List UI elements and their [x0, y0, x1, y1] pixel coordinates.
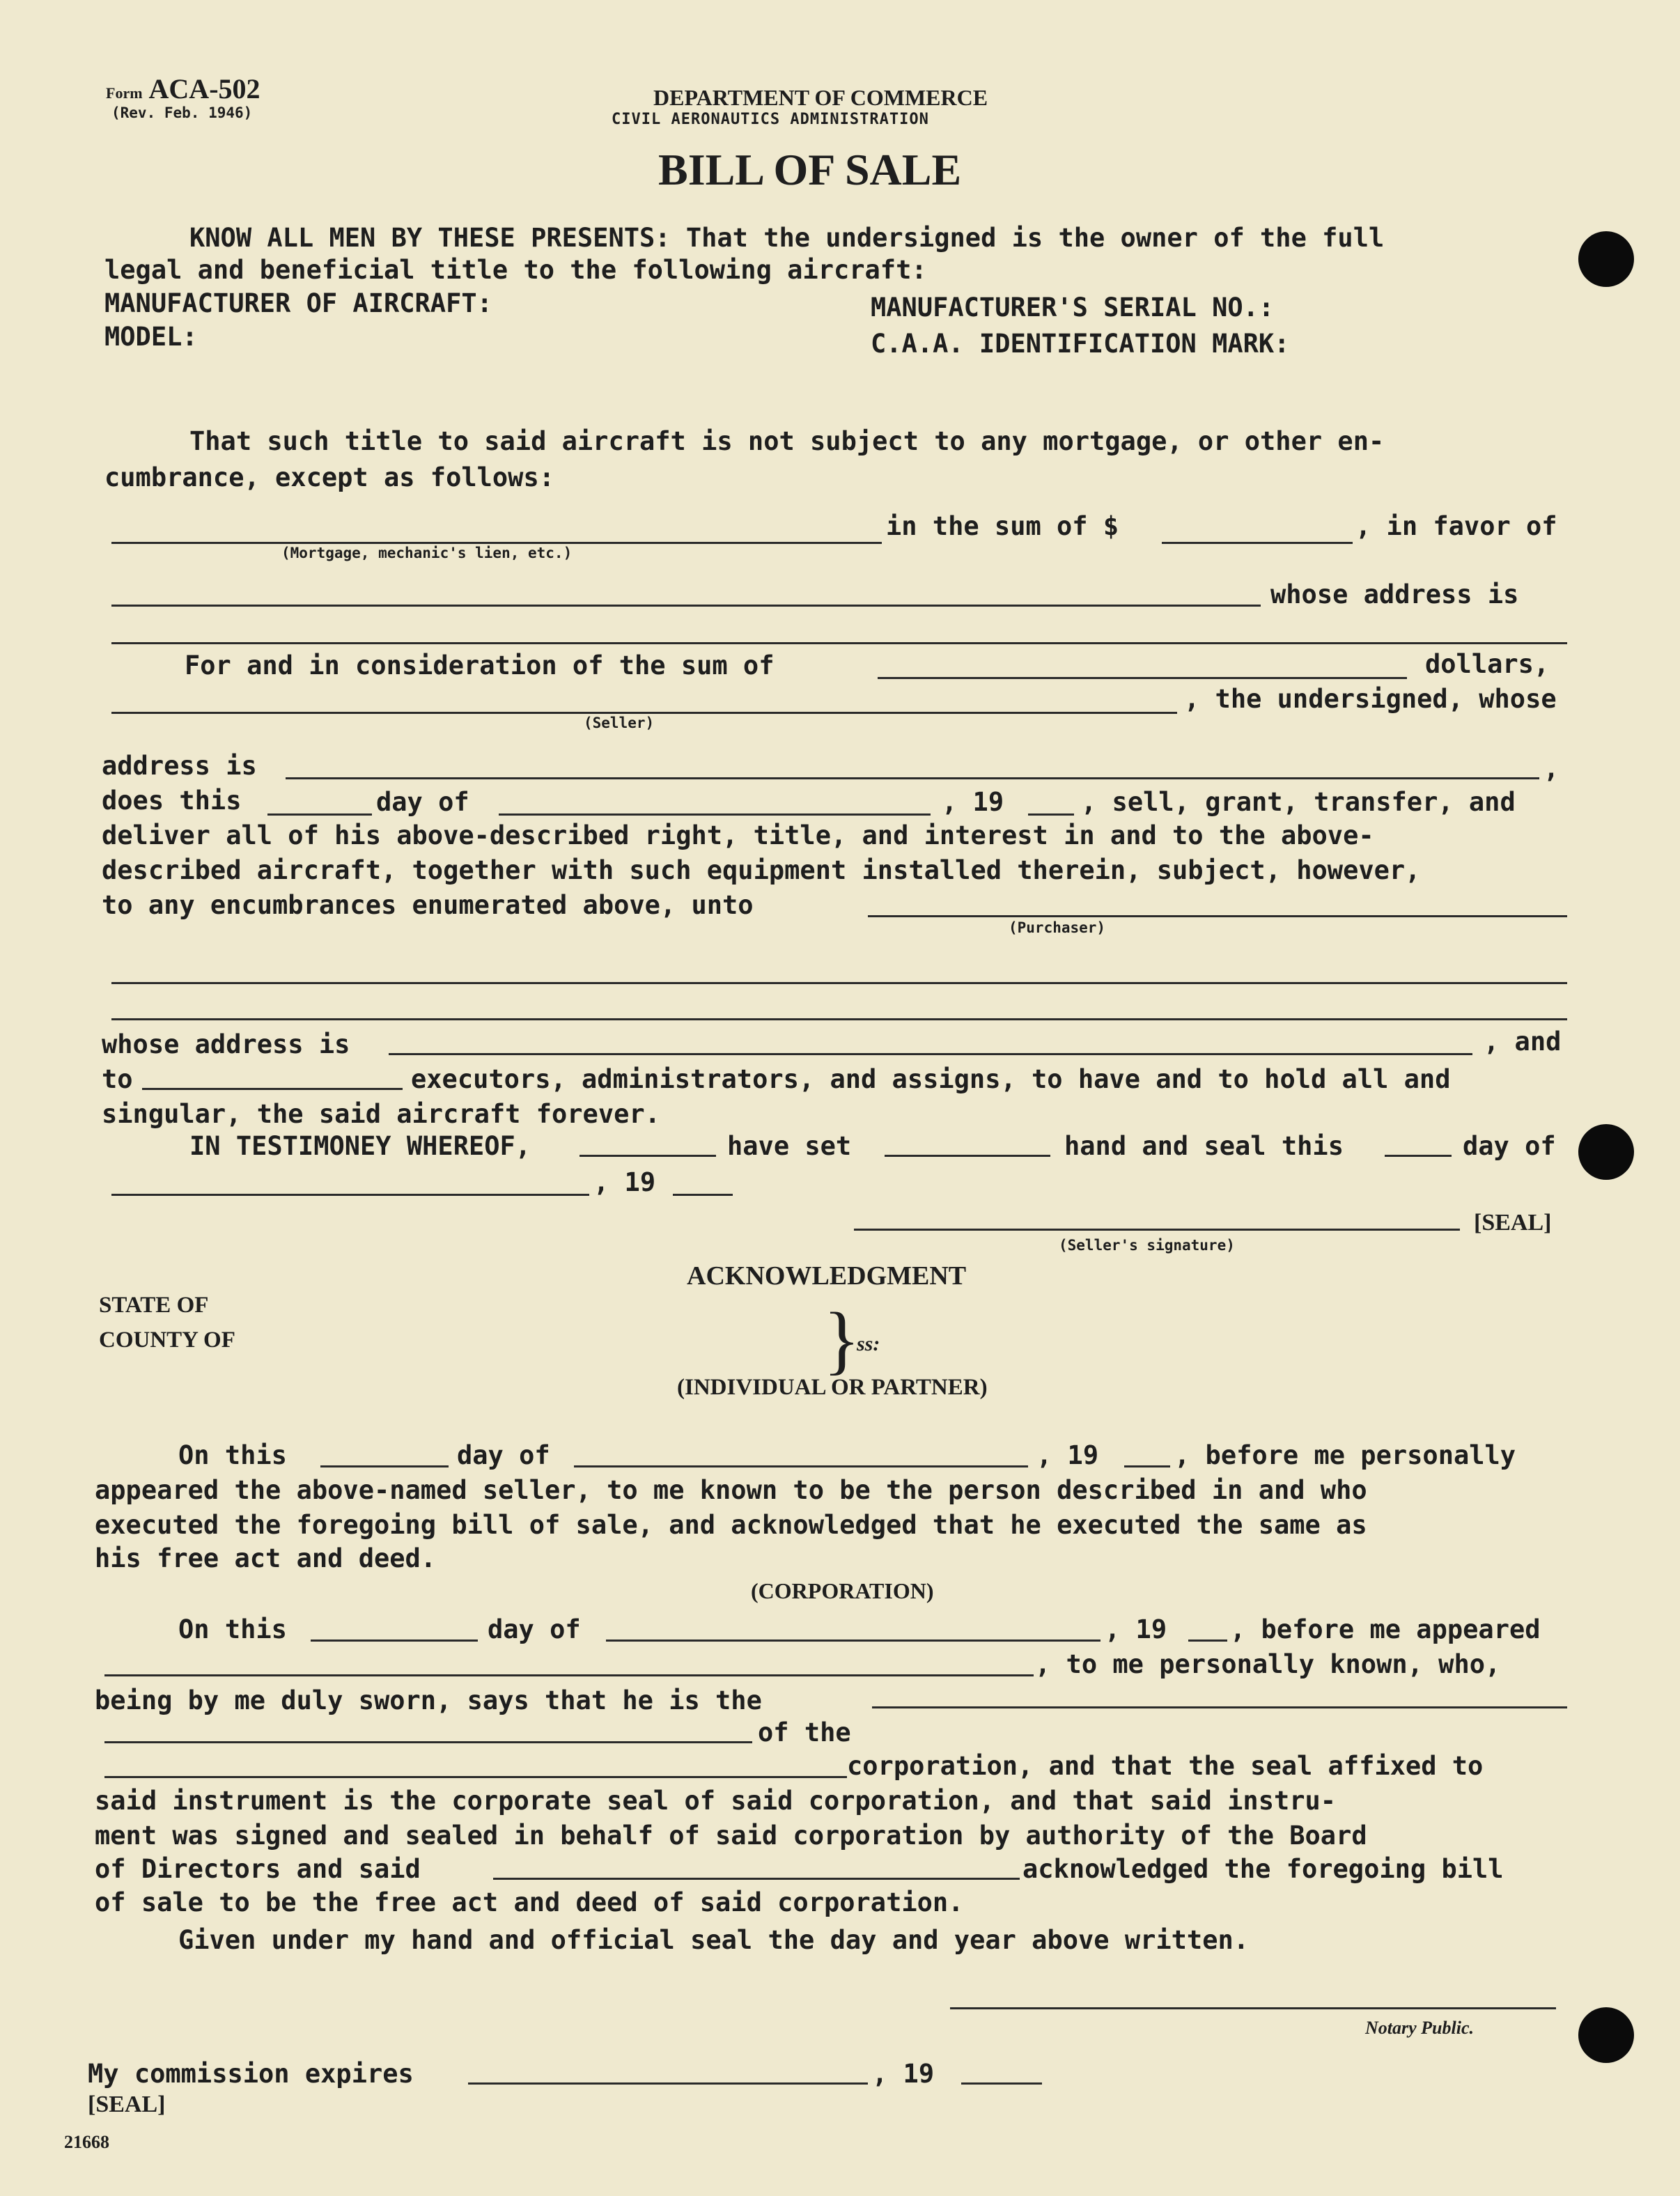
have-set-text: have set: [727, 1131, 852, 1161]
seller-name-field[interactable]: [111, 712, 1177, 714]
testimony-day-of-label: day of: [1463, 1131, 1556, 1161]
does-this-label: does this: [102, 786, 242, 816]
corp-year-label: , 19: [1105, 1614, 1167, 1644]
mortgage-caption: (Mortgage, mechanic's lien, etc.): [281, 545, 573, 561]
seller-address-label: address is: [102, 751, 257, 781]
testimony-pronoun-field[interactable]: [885, 1155, 1050, 1157]
punch-hole-top: [1578, 231, 1634, 287]
sale-month-field[interactable]: [499, 813, 931, 816]
corp-day-field[interactable]: [311, 1640, 478, 1642]
commission-year-field[interactable]: [961, 2082, 1042, 2085]
mortgagee-address-label: whose address is: [1270, 579, 1519, 609]
model-label: MODEL:: [104, 322, 198, 352]
ind-line-3: executed the foregoing bill of sale, and acknowledged that he executed the same as: [95, 1510, 1367, 1540]
commission-date-field[interactable]: [468, 2082, 868, 2085]
intro-line-1: KNOW ALL MEN BY THESE PRESENTS: That the undersigned is the owner of the full: [189, 223, 1385, 253]
undersigned-label: , the undersigned, whose: [1184, 684, 1557, 714]
mortgage-sum-field[interactable]: [1162, 542, 1353, 544]
conveyance-line-7: to any encumbrances enumerated above, unto: [102, 890, 754, 920]
testimony-who-field[interactable]: [580, 1155, 716, 1157]
individual-caption: (INDIVIDUAL OR PARTNER): [677, 1375, 988, 1400]
seller-address-comma: ,: [1543, 754, 1560, 784]
form-prefix: Form: [106, 84, 143, 102]
corp-year-field[interactable]: [1188, 1640, 1227, 1642]
ind-before-text: , before me personally: [1174, 1440, 1516, 1470]
county-label: COUNTY OF: [99, 1327, 235, 1353]
corp-of-the-text: of the: [758, 1718, 851, 1747]
form-number: [106, 74, 260, 109]
corp-day-of-label: day of: [488, 1614, 581, 1644]
seller-caption: (Seller): [584, 715, 655, 731]
purchaser-caption: (Purchaser): [1009, 919, 1106, 936]
agency-name: CIVIL AERONAUTICS ADMINISTRATION: [612, 111, 929, 128]
notary-signature-field[interactable]: [950, 2007, 1556, 2009]
corp-acknowledged-text: acknowledged the foregoing bill: [1022, 1854, 1504, 1884]
ind-month-field[interactable]: [574, 1465, 1028, 1467]
testimony-day-field[interactable]: [1385, 1155, 1452, 1157]
notary-seal: [SEAL]: [88, 2092, 166, 2117]
corp-sworn-text: being by me duly sworn, says that he is the: [95, 1685, 762, 1715]
corp-corporation-text: corporation, and that the seal affixed to: [847, 1751, 1484, 1781]
corp-known-text: , to me personally known, who,: [1035, 1649, 1501, 1679]
encumbrance-line-2: cumbrance, except as follows:: [104, 462, 555, 492]
corp-title-field[interactable]: [872, 1706, 1567, 1708]
given-text: Given under my hand and official seal the day and year above written.: [178, 1925, 1250, 1955]
testimony-year-label: , 19: [593, 1167, 656, 1197]
to-text: to: [102, 1064, 133, 1094]
form-revision: (Rev. Feb. 1946): [111, 104, 253, 121]
mortgagee-address-field[interactable]: [111, 642, 1567, 644]
seller-signature-field[interactable]: [854, 1229, 1460, 1231]
corp-directors-text: of Directors and said: [95, 1854, 421, 1884]
corporation-caption: (CORPORATION): [751, 1578, 934, 1603]
testimony-month-field[interactable]: [111, 1194, 589, 1196]
and-text: , and: [1484, 1027, 1562, 1057]
encumbrance-line-1: That such title to said aircraft is not subject to any mortgage, or other en-: [189, 426, 1385, 456]
consideration-label: For and in consideration of the sum of: [185, 651, 775, 680]
ind-year-field[interactable]: [1124, 1465, 1170, 1467]
corp-name-field[interactable]: [104, 1776, 847, 1778]
id-mark-label: C.A.A. IDENTIFICATION MARK:: [871, 329, 1290, 359]
corp-title-field-line-2[interactable]: [104, 1741, 752, 1743]
seller-signature-caption: (Seller's signature): [1059, 1237, 1235, 1254]
corp-on-this-label: On this: [178, 1614, 287, 1644]
ind-day-of-label: day of: [457, 1440, 550, 1470]
punch-hole-middle: [1578, 1124, 1634, 1180]
purchaser-field-line-2[interactable]: [111, 982, 1567, 984]
brace-icon: }: [823, 1297, 860, 1382]
serial-label: MANUFACTURER'S SERIAL NO.:: [871, 293, 1275, 322]
corp-line-6: ment was signed and sealed in behalf of said corporation by authority of the Board: [95, 1821, 1367, 1851]
purchaser-field[interactable]: [868, 915, 1567, 917]
mortgage-field[interactable]: [111, 542, 882, 544]
consideration-sum-field[interactable]: [878, 677, 1407, 679]
conveyance-line-5: deliver all of his above-described right, title, and interest in and to the above-: [102, 820, 1374, 850]
ind-on-this-label: On this: [178, 1440, 287, 1470]
mortgagee-field[interactable]: [111, 605, 1261, 607]
notary-caption: Notary Public.: [1365, 2018, 1474, 2038]
sell-grant-text: , sell, grant, transfer, and: [1081, 787, 1516, 817]
sum-label: in the sum of $: [886, 511, 1119, 541]
state-label: STATE OF: [99, 1293, 209, 1318]
footer-form-number: 21668: [64, 2132, 109, 2152]
corp-line-5: said instrument is the corporate seal of said corporation, and that said instru-: [95, 1786, 1337, 1816]
testimony-year-field[interactable]: [673, 1194, 733, 1196]
ind-year-label: , 19: [1036, 1440, 1099, 1470]
purchaser-address-label: whose address is: [102, 1029, 350, 1059]
corp-officer-name-field[interactable]: [104, 1674, 1034, 1676]
dollars-label: dollars,: [1425, 649, 1550, 679]
hand-seal-text: hand and seal this: [1064, 1131, 1344, 1161]
form-code: ACA-502: [148, 73, 260, 104]
purchaser-address-field[interactable]: [389, 1053, 1472, 1055]
punch-hole-bottom: [1578, 2007, 1634, 2063]
commission-label: My commission expires: [88, 2059, 414, 2089]
acknowledgment-title: ACKNOWLEDGMENT: [687, 1261, 967, 1291]
commission-year-label: , 19: [872, 2059, 935, 2089]
manufacturer-label: MANUFACTURER OF AIRCRAFT:: [104, 288, 492, 318]
ind-line-2: appeared the above-named seller, to me known to be the person described in and who: [95, 1475, 1367, 1505]
purchaser-field-line-3[interactable]: [111, 1018, 1567, 1020]
sale-day-of-label: day of: [376, 787, 469, 817]
sale-year-field[interactable]: [1028, 813, 1074, 816]
favor-label: , in favor of: [1355, 511, 1557, 541]
ss-label: ss:: [857, 1332, 880, 1355]
ind-day-field[interactable]: [320, 1465, 449, 1467]
page-title: BILL OF SALE: [658, 145, 962, 194]
corp-before-text: , before me appeared: [1230, 1614, 1541, 1644]
purchaser-pronoun-field[interactable]: [142, 1088, 403, 1090]
seller-seal: [SEAL]: [1474, 1210, 1552, 1236]
executors-text: executors, administrators, and assigns, to have and to hold all and: [411, 1064, 1451, 1094]
ind-line-4: his free act and deed.: [95, 1543, 437, 1573]
conveyance-line-6: described aircraft, together with such equipment installed therein, subject, however,: [102, 855, 1421, 885]
corp-signer-field[interactable]: [493, 1878, 1020, 1880]
sale-day-field[interactable]: [267, 813, 372, 816]
seller-address-field[interactable]: [286, 777, 1539, 779]
intro-line-2: legal and beneficial title to the following aircraft:: [104, 255, 927, 285]
testimony-lead: IN TESTIMONEY WHEREOF,: [189, 1131, 531, 1161]
corp-month-field[interactable]: [606, 1640, 1100, 1642]
department-name: DEPARTMENT OF COMMERCE: [653, 85, 988, 110]
singular-text: singular, the said aircraft forever.: [102, 1099, 660, 1129]
sale-year-label: , 19: [942, 787, 1004, 817]
corp-line-8: of sale to be the free act and deed of said corporation.: [95, 1887, 964, 1917]
